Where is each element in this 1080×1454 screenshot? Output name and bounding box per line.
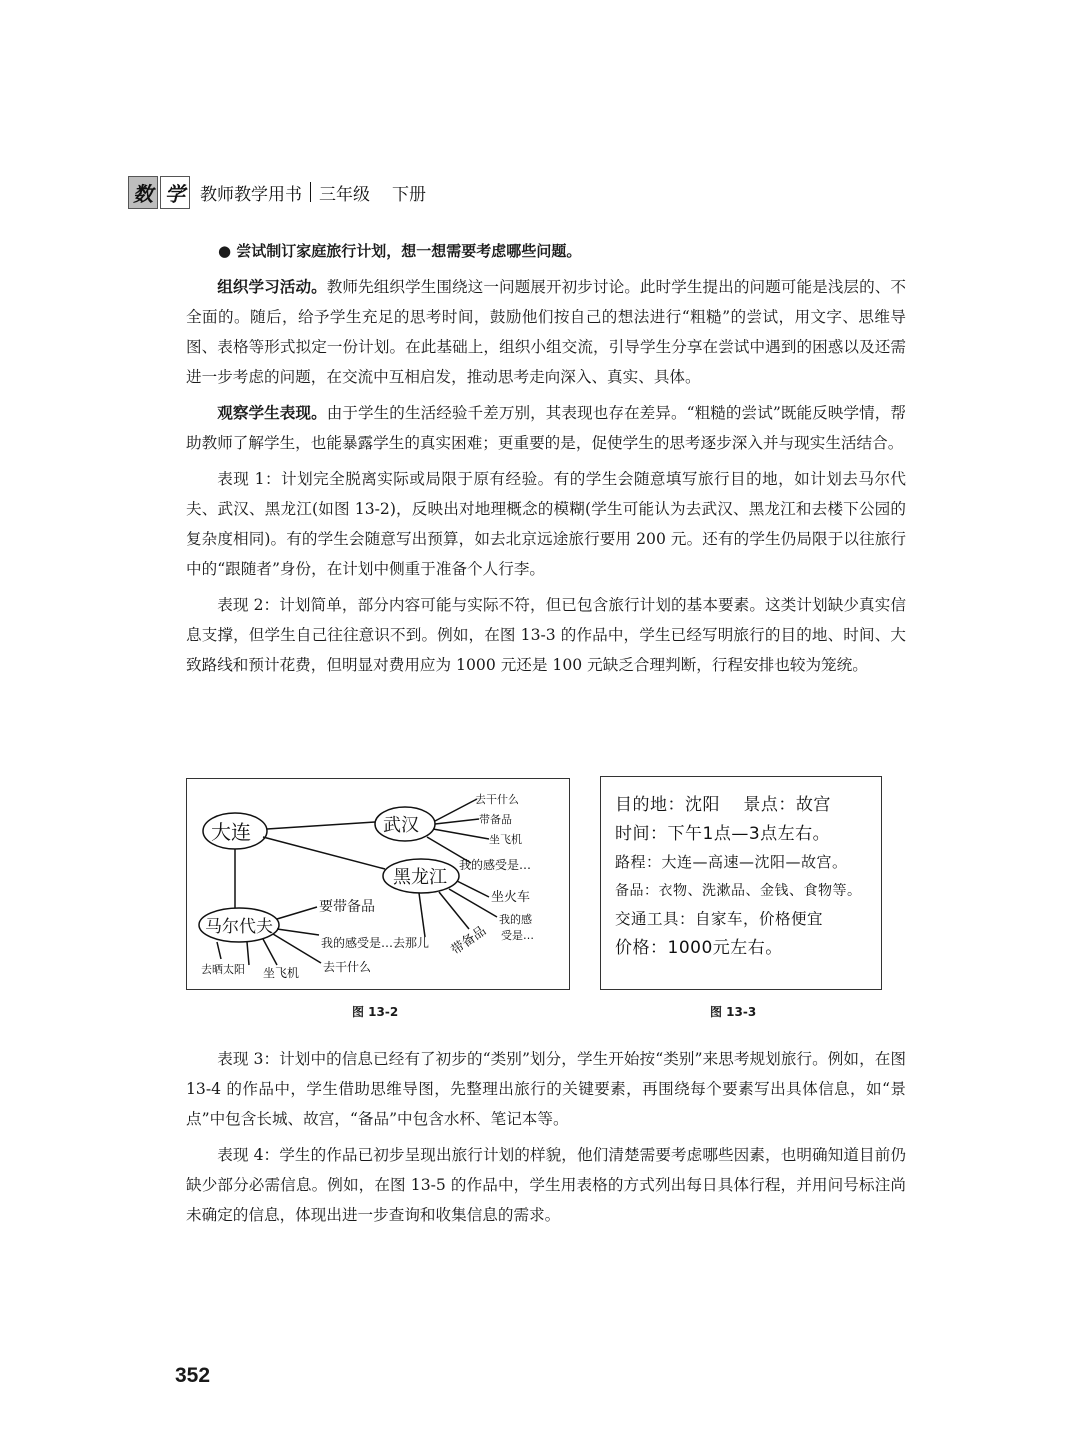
figure-13-2-mind-map [186, 778, 570, 990]
paragraph-performance-4: 表现 4：学生的作品已初步呈现出旅行计划的样貌，他们清楚需要考虑哪些因素，也明确知道目前仍缺少部分必需信息。例如，在图 13-5 的作品中，学生用表格的方式列出每日具体行程，并用问号标注尚未确定的信息，体现出进一步查询和收集信息的需求。 [186, 1146, 906, 1224]
plan-line: 路程：大连—高速—沈阳—故宫。 [615, 853, 848, 871]
leaf-hlj-2b: 受是… [501, 929, 534, 942]
paragraph-lead: 组织学习活动。 [217, 278, 327, 296]
plan-line: 价格：1000元左右。 [615, 937, 783, 958]
paragraph-lead: 观察学生表现。 [217, 404, 327, 422]
node-dalian: 大连 [211, 820, 251, 844]
figure-13-3-caption: 图 13-3 [710, 1005, 757, 1019]
header-title [200, 180, 426, 205]
lower-body [186, 1044, 906, 1236]
running-header [128, 176, 426, 208]
plan-line: 时间：下午1点—3点左右。 [615, 823, 831, 844]
paragraph-text: 教师先组织学生围绕这一问题展开初步讨论。此时学生提出的问题可能是浅层的、不全面的。随后，给予学生充足的思考时间，鼓励他们按自己的想法进行“粗糙”的尝试，用文字、思维导图、表格等形式拟定一份计划。在此基础上，组织小组交流，引导学生分享在尝试中遇到的困惑以及还需进一步考虑的问题，在交流中互相启发，推动思考走向深入、真实、具体。 [186, 278, 906, 386]
upper-body [186, 236, 906, 686]
figure-13-2-caption: 图 13-2 [352, 1005, 399, 1019]
leaf-maldives-4: 坐飞机 [263, 966, 300, 980]
leaf-wuhan-2: 带备品 [479, 813, 512, 826]
header-divider [310, 182, 311, 202]
paragraph-performance-1: 表现 1：计划完全脱离实际或局限于原有经验。有的学生会随意填写旅行目的地，如计划去马尔代夫、武汉、黑龙江(如图 13-2)，反映出对地理概念的模糊(学生可能认为去武汉、黑龙江和去楼下公园的复杂度相同)。有的学生会随意写出预算，如去北京远途旅行要用 200 元。还有的学生仍局限于以往旅行中的“跟随者”身份，在计划中侧重于准备个人行李。 [186, 470, 906, 578]
leaf-maldives-2: 我的感受是…去那儿 [321, 936, 430, 950]
paragraph-text: 由于学生的生活经验千差万别，其表现也存在差异。“粗糙的尝试”既能反映学情，帮助教师了解学生，也能暴露学生的真实困难；更重要的是，促使学生的思考逐步深入并与现实生活结合。 [186, 404, 906, 452]
paragraph-performance-2: 表现 2：计划简单，部分内容可能与实际不符，但已包含旅行计划的基本要素。这类计划缺少真实信息支撑，但学生自己往往意识不到。例如，在图 13-3 的作品中，学生已经写明旅行的目的地、时间、大致路线和预计花费，但明显对费用应为 1000 元还是 100 元缺乏合理判断，行程安排也较为笼统。 [186, 596, 906, 674]
node-wuhan: 武汉 [383, 815, 419, 836]
leaf-hlj-3: 带备品 [448, 923, 490, 959]
leaf-wuhan-1: 去干什么 [475, 793, 519, 806]
leaf-maldives-3: 去晒太阳 [201, 963, 245, 976]
node-heilongjiang: 黑龙江 [393, 867, 447, 888]
section-heading: ● 尝试制订家庭旅行计划，想一想需要考虑哪些问题。 [218, 242, 582, 260]
handwritten-plan [615, 791, 862, 962]
leaf-maldives-1: 要带备品 [319, 899, 375, 915]
paragraph-observe [186, 398, 906, 458]
logo-char-1: 数 [128, 176, 158, 209]
plan-line: 备品：衣物、洗漱品、金钱、食物等。 [615, 882, 862, 899]
mind-map-drawing [187, 779, 569, 989]
leaf-wuhan-3: 坐飞机 [489, 833, 522, 846]
plan-line: 交通工具：自家车，价格便宜 [615, 910, 824, 928]
header-volume: 下册 [392, 184, 426, 205]
leaf-hlj-1: 坐火车 [491, 890, 531, 905]
paragraph-organize [186, 272, 906, 392]
logo-char-2: 学 [160, 176, 190, 209]
leaf-maldives-5: 去干什么 [323, 960, 372, 974]
subject-logo [128, 176, 192, 209]
node-maldives: 马尔代夫 [205, 917, 273, 937]
paragraph-performance-3: 表现 3：计划中的信息已经有了初步的“类别”划分，学生开始按“类别”来思考规划旅行。例如，在图 13-4 的作品中，学生借助思维导图，先整理出旅行的关键要素，再围绕每个要素写出具体信息，如“景点”中包含长城、故宫，“备品”中包含水杯、笔记本等。 [186, 1050, 906, 1128]
page-number: 352 [175, 1364, 211, 1387]
plan-line: 目的地：沈阳 景点：故宫 [615, 795, 831, 815]
header-book: 教师教学用书 [200, 184, 302, 205]
leaf-wuhan-4: 我的感受是… [459, 858, 532, 872]
header-grade: 三年级 [319, 184, 370, 205]
leaf-hlj-2a: 我的感 [499, 913, 532, 926]
figure-13-3-plan [600, 776, 882, 990]
